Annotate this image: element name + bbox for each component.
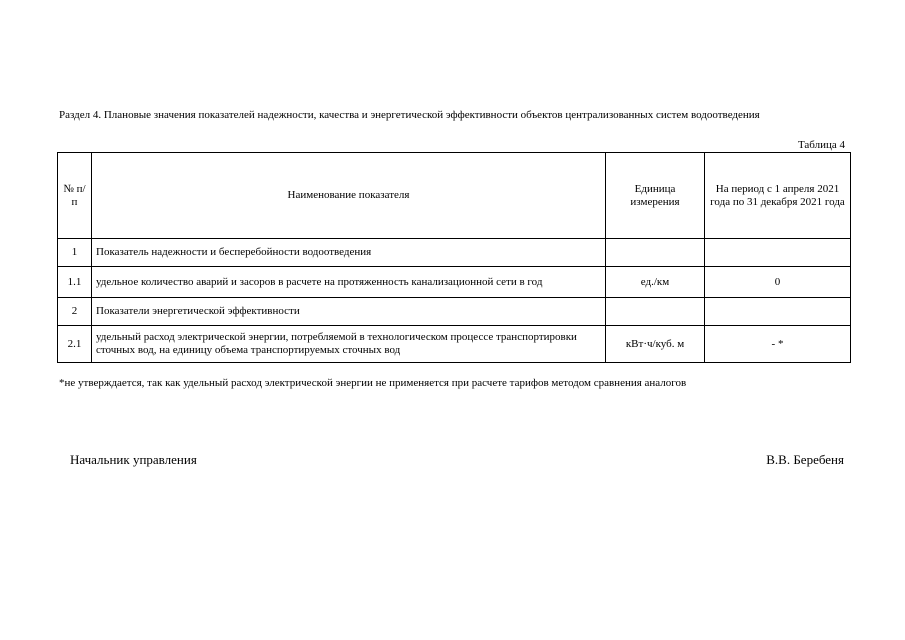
table-header-row: [58, 153, 851, 239]
row-value: [705, 298, 851, 326]
header-period: На период с 1 апреля 2021 года по 31 декабря 2021 года: [705, 153, 851, 239]
footnote: *не утверждается, так как удельный расход электрической энергии не применяется при расчете тарифов методом сравнения аналогов: [59, 377, 687, 389]
row-num: 1: [58, 239, 92, 267]
table-row: [58, 267, 851, 298]
row-num: 2: [58, 298, 92, 326]
signatory-name: В.В. Беребеня: [766, 452, 844, 467]
row-value: - *: [705, 326, 851, 363]
indicators-table: [57, 152, 851, 363]
header-num: № п/п: [58, 153, 92, 239]
table-label: Таблица 4: [797, 139, 845, 151]
header-name: Наименование показателя: [92, 153, 606, 239]
table-row: [58, 239, 851, 267]
signatory-title: Начальник управления: [70, 452, 197, 467]
section-heading: Раздел 4. Плановые значения показателей надежности, качества и энергетической эффективности объектов централизованных систем водоотведения: [59, 109, 760, 121]
row-unit: ед./км: [606, 267, 705, 298]
row-num: 2.1: [58, 326, 92, 363]
table-row: [58, 298, 851, 326]
row-name: Показатель надежности и бесперебойности водоотведения: [92, 239, 606, 267]
header-unit: Единица измерения: [606, 153, 705, 239]
row-name: Показатели энергетической эффективности: [92, 298, 606, 326]
row-unit: кВт·ч/куб. м: [606, 326, 705, 363]
row-name: удельное количество аварий и засоров в расчете на протяженность канализационной сети в год: [92, 267, 606, 298]
row-value: 0: [705, 267, 851, 298]
row-value: [705, 239, 851, 267]
row-unit: [606, 298, 705, 326]
row-unit: [606, 239, 705, 267]
row-num: 1.1: [58, 267, 92, 298]
table-row: [58, 326, 851, 363]
row-name: удельный расход электрической энергии, потребляемой в технологическом процессе транспортировки сточных вод, на единицу объема транспортируемых сточных вод: [92, 326, 606, 363]
